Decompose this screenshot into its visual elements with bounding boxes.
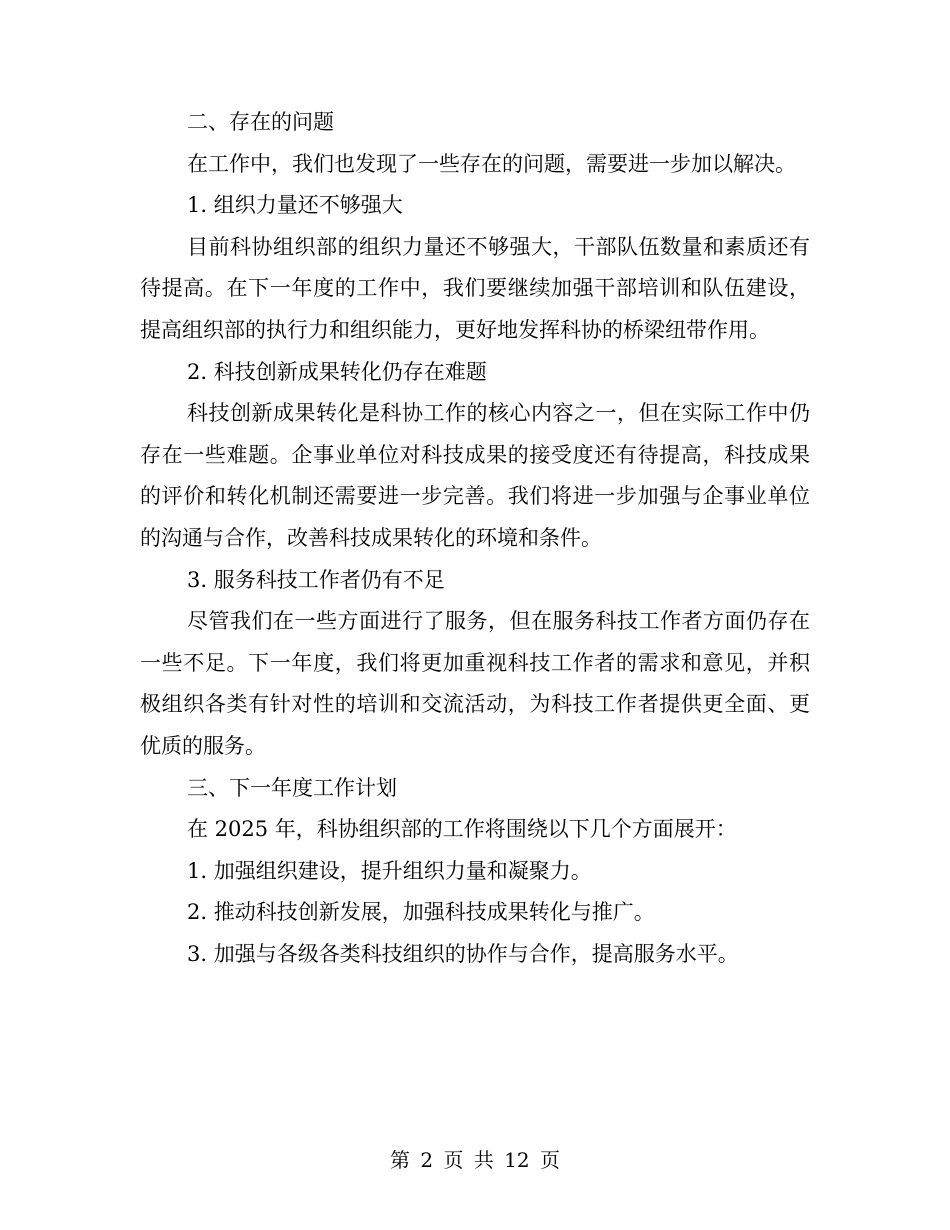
section-heading-plan: 三、下一年度工作计划 (187, 775, 397, 800)
list-item-heading: 1. 组织力量还不够强大 (187, 193, 403, 218)
plan-list-item: 3. 加强与各级各类科技组织的协作与合作，提高服务水平。 (187, 941, 739, 966)
plan-list-item: 1. 加强组织建设，提升组织力量和凝聚力。 (187, 858, 592, 883)
body-paragraph: 在 2025 年，科协组织部的工作将围绕以下几个方面展开： (187, 817, 737, 842)
section-heading-problems: 二、存在的问题 (187, 110, 334, 134)
body-paragraph: 科技创新成果转化是科协工作的核心内容之一，但在实际工作中仍存在一些难题。企事业单位对科技成果的接受度还有待提高，科技成果的评价和转化机制还需要进一步完善。我们将进一步加强与企事业单位的沟通与合作，改善科技成果转化的环境和条件。 (140, 401, 810, 550)
plan-list-item: 2. 推动科技创新发展，加强科技成果转化与推广。 (187, 900, 655, 925)
document-body (140, 102, 810, 975)
list-item-heading: 3. 服务科技工作者仍有不足 (187, 567, 445, 592)
list-item-heading: 2. 科技创新成果转化仍存在难题 (187, 359, 487, 384)
body-paragraph: 目前科协组织部的组织力量还不够强大，干部队伍数量和素质还有待提高。在下一年度的工作中，我们要继续加强干部培训和队伍建设，提高组织部的执行力和组织能力，更好地发挥科协的桥梁纽带作用。 (140, 234, 810, 342)
body-paragraph: 尽管我们在一些方面进行了服务，但在服务科技工作者方面仍存在一些不足。下一年度，我们将更加重视科技工作者的需求和意见，并积极组织各类有针对性的培训和交流活动，为科技工作者提供更全面、更优质的服务。 (140, 609, 810, 758)
page-number-footer: 第 2 页 共 12 页 (390, 1148, 560, 1172)
body-paragraph: 在工作中，我们也发现了一些存在的问题，需要进一步加以解决。 (187, 151, 796, 176)
